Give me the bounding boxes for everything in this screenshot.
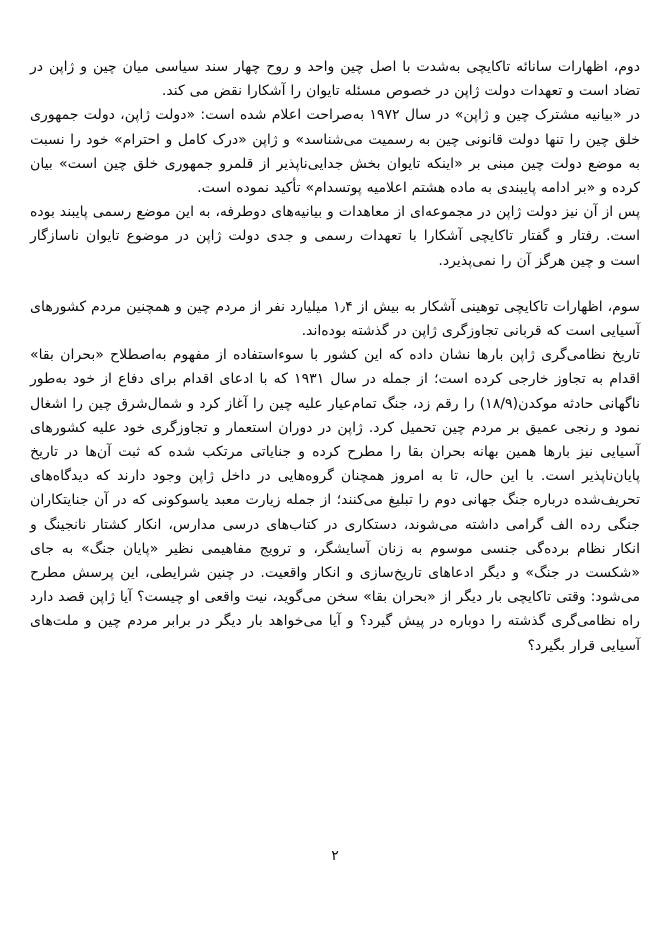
page-content-area [30,55,640,658]
paragraph: سوم، اظهارات تاکایچی توهینی آشکار به بیش از ۱٫۴ میلیارد نفر از مردم چین و همچنین مردم کشورهای آسیایی است که قربانی تجاوزگری ژاپن در گذشته بوده‌اند. [30,298,640,340]
page-number: ۲ [331,848,339,864]
paragraph: در «بیانیه مشترک چین و ژاپن» در سال ۱۹۷۲ به‌صراحت اعلام شده است: «دولت ژاپن، دولت جمهوری خلق چین را تنها دولت قانونی چین به رسمیت می‌شناسد» و ژاپن «درک کامل و احترام» خود را نسبت به موضع دولت چین مبنی بر «اینکه تایوان بخش جدایی‌ناپذیر از قلمرو جمهوری خلق چین است» بیان کرده و «بر ادامه پایبندی به ماده هشتم اعلامیه پوتسدام» تأکید نموده است. [30,107,640,197]
text-block-two [30,55,640,273]
page-footer [0,845,670,864]
paragraph-spacer [30,273,640,295]
paragraph: تاریخ نظامی‌گری ژاپن بارها نشان داده که این کشور با سوءاستفاده از مفهوم به‌اصطلاح «بحران بقا» اقدام به تجاوز خارجی کرده است؛ از جمله در سال ۱۹۳۱ که با ادعای اقدام برای دفاع از خود به‌طور ناگهانی حادثه موکدن(۱۸/۹) را رقم زد، جنگ تمام‌عیار علیه چین را آغاز کرد و شمال‌شرق چین را اشغال نمود و رنجی عمیق بر مردم چین تحمیل کرد. ژاپن در دوران استعمار و تجاوزگری خود علیه کشورهای آسیایی نیز بارها همین بهانه بحران بقا را مطرح کرده و جنایاتی مرتکب شده که ثبت آن‌ها در تاریخ پایان‌ناپذیر است. با این حال، تا به امروز همچنان گروه‌هایی در داخل ژاپن وجود دارند که دیدگاه‌های تحریف‌شده درباره جنگ جهانی دوم را تبلیغ می‌کنند؛ از جمله زیارت معبد یاسوکونی که در آن جنایتکاران جنگی رده الف گرامی داشته می‌شوند، دستکاری در کتاب‌های درسی مدارس، انکار کشتار نانجینگ و انکار نظام برده‌گی جنسی موسوم به زنان آسایشگر، و ترویج مفاهیمی نظیر «پایان جنگ» به جای «شکست در جنگ» و دیگر ادعاهای تاریخ‌سازی و انکار واقعیت. در چنین شرایطی، این پرسش مطرح می‌شود: وقتی تاکایچی بار دیگر از «بحران بقا» سخن می‌گوید، نیت واقعی او چیست؟ آیا ژاپن قصد دارد راه نظامی‌گری گذشته را دوباره در پیش گیرد؟ و آیا می‌خواهد بار دیگر در برابر مردم چین و ملت‌های آسیایی قرار بگیرد؟ [30,347,640,654]
paragraph: پس از آن نیز دولت ژاپن در مجموعه‌ای از معاهدات و بیانیه‌های دوطرفه، به این موضع رسمی پایبند بوده است. رفتار و گفتار تاکایچی آشکارا با تعهدات رسمی و جدی دولت ژاپن در موضوع تایوان ناسازگار است و چین هرگز آن را نمی‌پذیرد. [30,204,640,269]
paragraph: دوم، اظهارات سانائه تاکایچی به‌شدت با اصل چین واحد و روح چهار سند سیاسی میان چین و ژاپن در تضاد است و تعهدات دولت ژاپن در خصوص مسئله تایوان را آشکارا نقض می کند. [30,59,640,100]
document-body-text [30,55,640,658]
text-block-three [30,295,640,658]
